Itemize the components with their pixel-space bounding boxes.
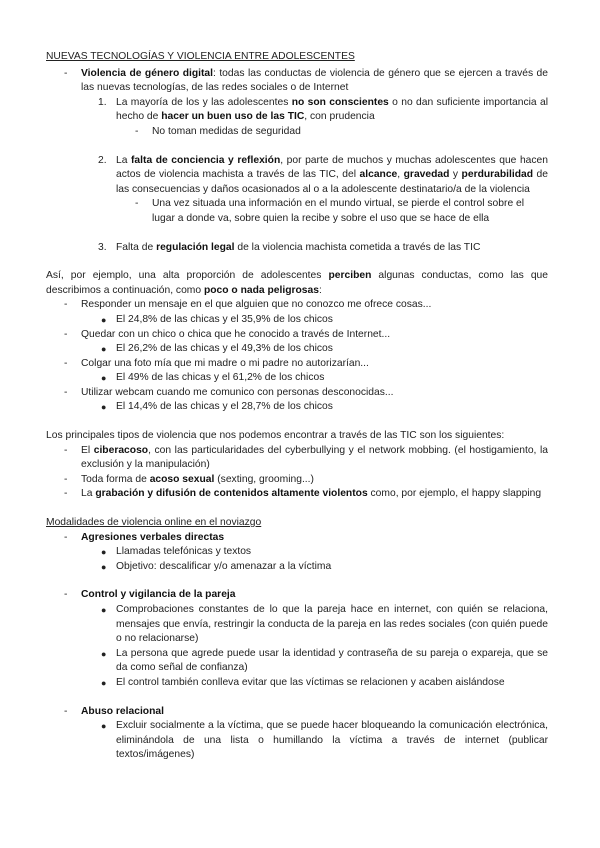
text: Así, por ejemplo, una alta proporción de adolescentes	[46, 270, 329, 282]
bullet-marker: ●	[101, 561, 107, 572]
dash-marker: -	[135, 125, 139, 137]
emphasis: perdurabilidad	[461, 169, 534, 181]
text: La	[116, 154, 131, 166]
dash-marker: -	[135, 198, 139, 210]
text: , por parte de muchos y muchas adolescentes que hacen actos de violencia machista a través de las TIC, del	[116, 154, 548, 181]
text: El 24,8% de las chicas y el 35,9% de los chicos	[116, 313, 333, 325]
emphasis: alcance	[359, 169, 398, 181]
text: El	[81, 444, 94, 456]
bullet-item	[46, 647, 548, 676]
text: y	[449, 169, 462, 181]
bullet-item	[46, 545, 556, 560]
text: (sexting, grooming...)	[214, 473, 314, 485]
emphasis: hacer un buen uso de las TIC	[161, 111, 305, 123]
emphasis: no son conscientes	[291, 96, 389, 108]
dash-marker: -	[64, 444, 68, 456]
list-item-stat	[46, 400, 556, 415]
bullet-marker: ●	[101, 605, 107, 615]
group-heading: Agresiones verbales directas	[81, 531, 225, 543]
paragraph	[46, 429, 556, 444]
group-title	[46, 531, 556, 546]
bullet-marker: ●	[101, 344, 107, 355]
text: Los principales tipos de violencia que nos podemos encontrar a través de las TIC son los siguientes:	[46, 430, 505, 442]
text: Falta de	[116, 241, 157, 253]
bullet-marker: ●	[101, 721, 107, 732]
list-item	[46, 298, 556, 313]
emphasis: perciben	[328, 270, 372, 282]
perception-list	[46, 298, 556, 415]
text: La persona que agrede puede usar la identidad y contraseña de su pareja o expareja, que se da como señal de confianza)	[116, 647, 548, 674]
definition-term: Violencia de género digital	[81, 67, 214, 79]
text: Colgar una foto mía que mi madre o mi padre no autorizarían...	[81, 357, 369, 369]
number-marker: 2.	[98, 154, 107, 166]
text: de las consecuencias y daños ocasionados al o a la adolescente destinatario/a de la violencia	[116, 169, 548, 195]
text: algunas conductas, como las que describimos a continuación, como	[46, 270, 548, 296]
text: ,	[397, 169, 404, 181]
bullet-marker: ●	[101, 677, 107, 688]
text: Una vez situada una información en el mundo virtual, se pierde el control sobre el lugar a donde va, sobre quien la recibe y sobre el uso que se hace de ella	[152, 198, 525, 224]
sub-item	[46, 197, 548, 226]
numbered-item-3	[46, 241, 556, 256]
text: La mayoría de los y las adolescentes	[116, 96, 292, 108]
dash-marker: -	[64, 357, 68, 369]
emphasis: falta de conciencia y reflexión	[131, 154, 281, 166]
emphasis: ciberacoso	[93, 444, 149, 456]
emphasis: regulación legal	[156, 241, 235, 253]
text: Toda forma de	[81, 473, 150, 485]
document-page	[46, 50, 556, 763]
text: como, por ejemplo, el happy slapping	[367, 488, 542, 500]
bullet-marker: ●	[101, 547, 107, 558]
dash-marker: -	[64, 299, 68, 311]
list-item-stat	[46, 342, 556, 357]
number-marker: 1.	[98, 96, 107, 108]
text: :	[318, 284, 322, 296]
dash-marker: -	[64, 488, 68, 500]
text: Objetivo: descalificar y/o amenazar a la víctima	[116, 560, 332, 572]
document-title: NUEVAS TECNOLOGÍAS Y VIOLENCIA ENTRE ADOLESCENTES	[46, 51, 355, 62]
list-item-stat	[46, 371, 556, 386]
definition-text: : todas las conductas de violencia de género que se ejercen a través de las nuevas tecnologías, de las redes sociales o de Internet	[81, 67, 548, 94]
dash-marker: -	[64, 589, 68, 601]
dash-marker: -	[64, 386, 68, 398]
paragraph	[46, 269, 548, 298]
bullet-marker: ●	[101, 648, 107, 659]
dash-marker: -	[64, 328, 68, 340]
list-item-stat	[46, 313, 556, 328]
number-marker: 3.	[98, 241, 107, 253]
text: de la violencia machista cometida a través de las TIC	[234, 241, 481, 253]
group-heading: Abuso relacional	[81, 705, 164, 717]
text: Comprobaciones constantes de lo que la pareja hace en internet, con quién se relaciona, mensajes que envía, restringir la conducta de la pareja en las redes sociales (con quién puede o no relacionarse)	[116, 604, 548, 645]
text: Quedar con un chico o chica que he conocido a través de Internet...	[81, 328, 391, 340]
text: Excluir socialmente a la víctima, que se puede hacer bloqueando la comunicación electrónica, eliminándola de una lista o humillando la víctima a través de internet (publicar textos/imágenes)	[116, 720, 548, 761]
group-heading: Control y vigilancia de la pareja	[81, 589, 236, 601]
group-title	[46, 705, 556, 720]
list-item	[46, 357, 556, 372]
list-item	[46, 328, 556, 343]
text: o no dan suficiente importancia al hecho de	[116, 96, 548, 123]
dash-marker: -	[64, 67, 68, 79]
list-item	[46, 473, 556, 488]
text: La	[81, 488, 96, 500]
text: Responder un mensaje en el que alguien que no conozco me ofrece cosas...	[81, 299, 432, 311]
text: El control también conlleva evitar que las víctimas se relacionen y acaben aislándose	[116, 676, 505, 688]
group-title	[46, 588, 556, 603]
dash-marker: -	[64, 473, 68, 485]
bullet-marker: ●	[101, 373, 107, 384]
bullet-item	[46, 719, 548, 763]
section-title: Modalidades de violencia online en el noviazgo	[46, 517, 262, 529]
text: Utilizar webcam cuando me comunico con personas desconocidas...	[81, 386, 394, 398]
bullet-item	[46, 603, 548, 647]
text: , con prudencia	[304, 111, 375, 123]
numbered-item-1	[46, 96, 548, 125]
dash-marker: -	[64, 531, 68, 543]
emphasis: gravedad	[403, 169, 450, 181]
bullet-item	[46, 560, 556, 575]
text: El 26,2% de las chicas y el 49,3% de los chicos	[116, 343, 333, 355]
list-item	[46, 444, 548, 473]
definition-item	[46, 67, 548, 96]
emphasis: poco o nada peligrosas	[203, 284, 319, 296]
list-item	[46, 487, 548, 502]
emphasis: acoso sexual	[149, 473, 215, 485]
numbered-item-2	[46, 154, 548, 198]
sub-item	[46, 125, 556, 140]
text: No toman medidas de seguridad	[152, 125, 301, 137]
text: Llamadas telefónicas y textos	[116, 546, 252, 558]
dash-marker: -	[64, 705, 68, 717]
emphasis: grabación y difusión de contenidos altamente violentos	[95, 488, 368, 500]
bullet-marker: ●	[101, 314, 107, 325]
text: , con las particularidades del cyberbullying y el network mobbing. (el hostigamiento, la exclusión y la manipulación)	[81, 444, 548, 471]
text: El 49% de las chicas y el 61,2% de los chicos	[116, 372, 325, 384]
list-item	[46, 386, 556, 401]
bullet-marker: ●	[101, 402, 107, 413]
bullet-item	[46, 676, 556, 691]
text: El 14,4% de las chicas y el 28,7% de los chicos	[116, 401, 333, 413]
